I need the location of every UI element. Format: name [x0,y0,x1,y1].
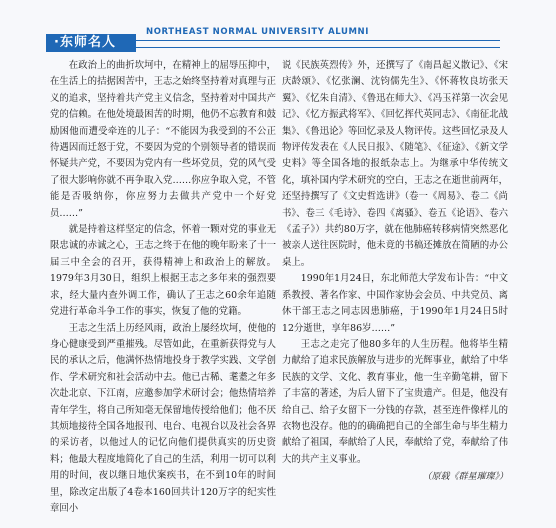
right-column [282,58,508,486]
paragraph: 说《民族英烈传》外，还撰写了《南昌起义散记》、《宋庆龄颂》、《忆张澜、沈钧儒先生》、《怀蒋牧良坊张天翼》、《忆朱自清》、《鲁迅在师大》、《冯玉祥第一次会见记》、《忆方振武将军》、《回忆挥代英同志》、《南征北战集》、《鲁迅论》等回忆录及人物评传。这些回忆录及人物评传发表在《人民日报》、《随笔》、《征途》、《新文学史料》等全国各地的报纸杂志上。为继承中华传统文化，填补国内学术研究的空白，王志之在逝世前两年，还坚持撰写了《文史哲选讲》（卷一《周易》、卷二《尚书》、卷三《毛诗》、卷四《离骚》、卷五《论语》、卷六《孟子》）共约80万字，就在他肺癌转移病情突然恶化被亲人送往医院时，他未竟的书稿还摊放在简陋的办公桌上。 [282,60,508,268]
left-column [50,58,276,517]
paragraph: 1990年1月24日，东北师范大学发布讣告：“中文系教授、著名作家、中国作家协会会员、中共党员、离休干部王志之同志因患肺癌，于1990年1月24日5时12分逝世，享年86岁……” [282,273,508,334]
paragraph: 王志之走完了他80多年的人生历程。他将毕生精力献给了追求民族解放与进步的光辉事业，献给了中华民族的文学、文化、教育事业，他一生辛勤笔耕，留下了丰富的著述，为后人留下了宝贵遗产。但是，他没有给自己、给子女留下一分钱的存款，甚至连件像样儿的衣物也没存。他的的确确把自己的全部生命与毕生精力献给了祖国，奉献给了人民，奉献给了党，奉献给了伟大的共产主义事业。 [282,338,508,465]
section-title: ·东师名人 [46,34,136,52]
header-rule [136,40,500,48]
paragraph: 王志之生活上历经风雨，政治上屡经坎坷，使他的身心健康受到严重摧残。尽管如此，在重新获得党与人民的承认之后，他满怀热情地投身于教学实践、文学创作、学术研究和社会活动中去。他已古稀、耄耋之年多次赴北京、下江南，应邀参加学术研讨会；他热情培养青年学生，将自己所知毫无保留地传授给他们；他不厌其烦地接待全国各地报刊、电台、电视台以及社会各界的采访者，以他过人的记忆向他们提供真实的历史资料；他最大程度地简化了自己的生活，利用一切可以利用的时间，夜以继日地伏案疾书，在不到10年的时间里，除改定出版了4卷本160回共计120万字的纪实性章回小 [50,322,276,514]
paragraph: 就是持着这样坚定的信念，怀着一颗对党的事业无限忠诚的赤诚之心，王志之终于在他的晚年盼来了十一届三中全会的召开，获得精神上和政治上的解放。1979年3月30日，组织上根据王志之多年来的强烈要求，经大量内查外调工作，确认了王志之60余年追随党进行革命斗争工作的事实，恢复了他的党籍。 [50,224,276,318]
section-header [0,0,556,54]
paragraph: 在政治上的曲折坎坷中，在精神上的屈辱压抑中，在生活上的拮据困苦中，王志之始终坚持着对真理与正义的追求，坚持着共产党主义信念，坚持着对中国共产党的信赖。在他处境最困苦的时期，他仍不忘教育和鼓励困他而遭受牵连的儿子：“不能因为我受到的不公正待遇因而迁怒于党，不要因为党的个别领导者的错误而怀疑共产党，不要因为党内有一些坏党员，党的风气受了很大影响你就不再争取入党……你应争取入党，不管能是否吸纳你，你应努力去做共产党中一个好党员……” [50,60,276,219]
section-subtitle: NORTHEAST NORMAL UNIVERSITY ALUMNI [146,27,370,37]
source-note: （原载《群星璀璨》） [422,472,508,483]
